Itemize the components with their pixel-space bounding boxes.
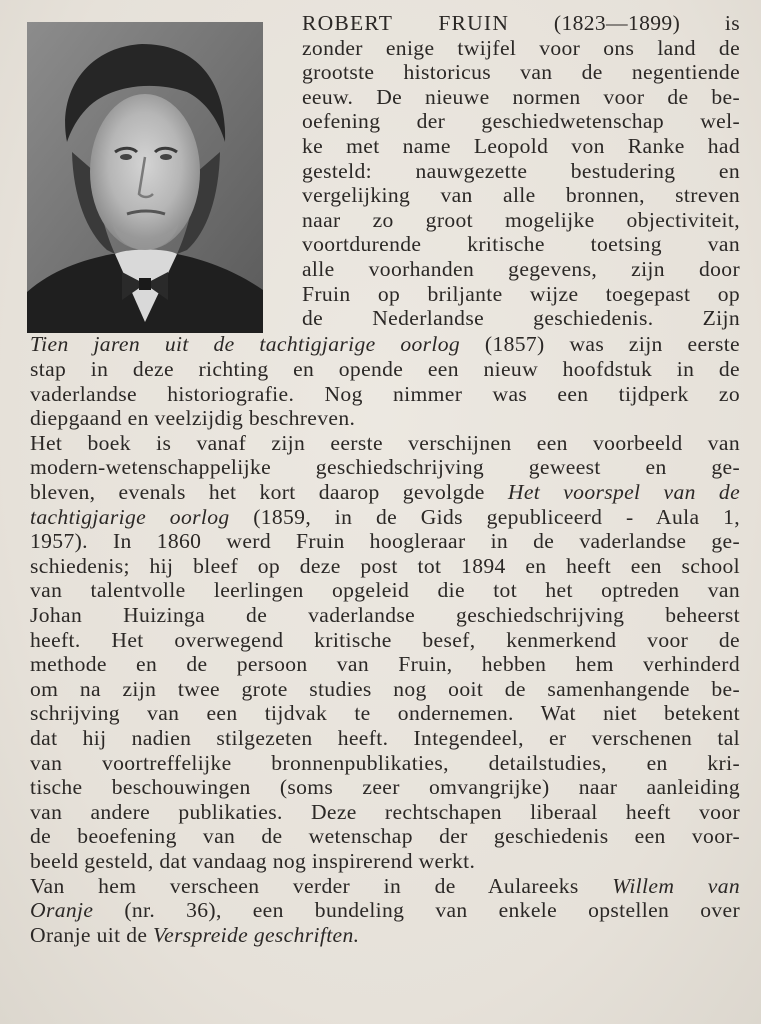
text-line: [30, 577, 740, 603]
text-line: [30, 381, 740, 407]
text-segment: (nr. 36), een bundeling van enkele opstellen over: [93, 898, 740, 923]
text-segment: de beoefening van de wetenschap der geschiedenis een voor-: [30, 824, 740, 849]
italic-title: Oranje: [30, 898, 94, 923]
text-segment: alle voorhanden gegevens, zijn door: [302, 257, 740, 281]
text-segment: methode en de persoon van Fruin, hebben hem verhinderd: [30, 652, 740, 677]
text-segment: zonder enige twijfel voor ons land de: [302, 35, 740, 60]
text-line: [302, 35, 740, 61]
text-segment: voortdurende kritische toetsing van: [302, 232, 740, 257]
text-segment: Oranje uit de: [30, 922, 154, 947]
italic-title: Het voorspel van de: [507, 479, 741, 504]
text-segment: om na zijn twee grote studies nog ooit de samenhangende be-: [30, 676, 740, 701]
italic-title: Tien jaren uit de tachtigjarige oorlog: [30, 332, 461, 357]
text-line: [30, 651, 740, 677]
text-segment: (1857) was zijn eerste: [460, 332, 740, 357]
text-line: [30, 504, 740, 530]
text-line: [302, 231, 740, 257]
text-segment: ROBERT FRUIN: [302, 11, 510, 35]
text-line: [30, 848, 740, 874]
text-segment: 1957). In 1860 werd Fruin hoogleraar in de vaderlandse ge-: [30, 529, 740, 554]
text-segment: diepgaand en veelzijdig beschreven.: [30, 406, 356, 431]
text-line: [30, 725, 740, 751]
text-segment: tische beschouwingen (soms zeer omvangrijke) naar aanleiding: [30, 775, 740, 800]
text-segment: oefening der geschiedwetenschap wel-: [302, 109, 740, 134]
text-segment: dat hij nadien stilgezeten heeft. Integendeel, er verschenen tal: [30, 725, 740, 750]
text-segment: heeft. Het overwegend kritische besef, kenmerkend voor de: [30, 627, 740, 652]
text-line: [302, 59, 740, 85]
italic-title: tachtigjarige oorlog: [30, 504, 230, 529]
text-line: [30, 823, 740, 849]
text-line: [30, 528, 740, 554]
text-line: [30, 454, 740, 480]
text-segment: modern-wetenschappelijke geschiedschrijving geweest en ge-: [30, 455, 740, 480]
text-segment: de Nederlandse geschiedenis. Zijn: [302, 306, 740, 331]
text-line: [30, 750, 740, 776]
italic-title: Verspreide geschriften.: [153, 922, 360, 947]
text-line: [30, 897, 740, 923]
text-segment: Fruin op briljante wijze toegepast op: [302, 281, 740, 306]
text-line: [30, 405, 740, 431]
text-line: [302, 158, 740, 184]
text-segment: vergelijking van alle bronnen, streven: [302, 183, 740, 208]
text-line: [30, 774, 740, 800]
text-line: [302, 207, 740, 233]
text-line: [30, 331, 740, 357]
text-line: [302, 305, 740, 331]
text-segment: Het boek is vanaf zijn eerste verschijnen een voorbeeld van: [30, 430, 740, 455]
text-segment: grootste historicus van de negentiende: [302, 60, 740, 85]
text-segment: eeuw. De nieuwe normen voor de be-: [302, 84, 740, 109]
text-line: [302, 133, 740, 159]
text-segment: stap in deze richting en opende een nieuw hoofdstuk in de: [30, 356, 740, 381]
text-line: [30, 479, 740, 505]
text-line: [30, 676, 740, 702]
portrait-photo: [27, 22, 263, 333]
text-line: [30, 553, 740, 579]
text-line: [30, 627, 740, 653]
text-line: [302, 84, 740, 110]
text-segment: vaderlandse historiografie. Nog nimmer was een tijdperk zo: [30, 381, 740, 406]
text-segment: naar zo groot mogelijke objectiviteit,: [302, 207, 740, 232]
text-line: [302, 108, 740, 134]
text-segment: (1823—1899) is: [509, 11, 740, 35]
italic-title: Willem van: [612, 873, 740, 898]
text-segment: Johan Huizinga de vaderlandse geschiedschrijving beheerst: [30, 602, 740, 627]
text-segment: schiedenis; hij bleef op deze post tot 1894 en heeft een school: [30, 553, 740, 578]
text-segment: (1859, in de Gids gepubliceerd - Aula 1,: [229, 504, 741, 529]
text-line: [30, 922, 740, 948]
text-line: [30, 602, 740, 628]
text-segment: beeld gesteld, dat vandaag nog inspirerend werkt.: [30, 848, 476, 873]
text-segment: van talentvolle leerlingen opgeleid die tot het optreden van: [30, 578, 740, 603]
text-line: [302, 281, 740, 307]
text-segment: Van hem verscheen verder in de Aulareeks: [30, 873, 613, 898]
text-segment: bleven, evenals het kort daarop gevolgde: [30, 479, 508, 504]
text-line: [302, 182, 740, 208]
text-segment: schrijving van een tijdvak te ondernemen. Wat niet betekent: [30, 701, 740, 726]
text-line: [302, 10, 740, 36]
text-segment: van voortreffelijke bronnenpublikaties, detailstudies, en kri-: [30, 750, 740, 775]
text-segment: ke met name Leopold von Ranke had: [302, 134, 740, 158]
text-segment: gesteld: nauwgezette bestudering en: [302, 158, 740, 183]
text-line: [302, 256, 740, 282]
text-line: [30, 873, 740, 899]
text-line: [30, 700, 740, 726]
text-segment: van andere publikaties. Deze rechtschapen liberaal heeft voor: [30, 799, 740, 824]
text-line: [30, 430, 740, 456]
text-line: [30, 356, 740, 382]
text-line: [30, 799, 740, 825]
